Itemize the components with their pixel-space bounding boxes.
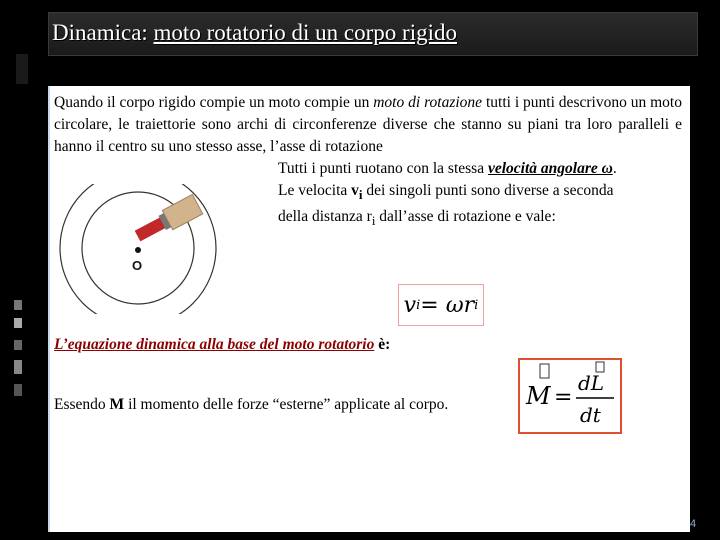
vi-rhs: r — [463, 292, 475, 318]
essendo-after: il momento delle forze “esterne” applicate al corpo. — [124, 396, 449, 413]
slide-title — [52, 20, 457, 46]
right-line-2 — [278, 180, 688, 206]
intro-italic: moto di rotazione — [373, 94, 483, 111]
velocity-formula — [398, 284, 484, 326]
torque-formula — [518, 358, 622, 434]
dynamic-equation-heading — [54, 336, 390, 354]
vi-lhs: v — [403, 292, 417, 318]
slide-content — [48, 86, 690, 532]
rl3-before: della distanza r — [278, 208, 372, 226]
rl1-before: Tutti i punti ruotano con la stessa — [278, 160, 488, 177]
page-number: 4 — [690, 518, 697, 530]
vi-eq: = ω — [420, 292, 464, 318]
title-underlined: moto rotatorio di un corpo rigido — [153, 20, 457, 45]
dyn-eq-suffix: è: — [374, 336, 391, 353]
essendo-before: Essendo — [54, 396, 110, 413]
formula-m-lhs: M — [526, 382, 551, 410]
formula-m-eq: = — [554, 385, 573, 410]
right-line-3 — [278, 206, 688, 232]
rotation-figure — [56, 184, 226, 314]
intro-text-1: Quando il corpo rigido compie un moto compie un — [54, 94, 374, 111]
left-stripe — [14, 340, 22, 350]
rl2-var: v — [351, 182, 359, 199]
moment-description — [54, 396, 448, 414]
intro-paragraph — [54, 92, 682, 158]
vector-marker-M — [540, 364, 549, 378]
formula-m-num: dL — [578, 371, 605, 395]
left-stripe — [14, 384, 22, 396]
rotation-axis-point — [135, 247, 141, 253]
left-stripe — [14, 300, 22, 310]
formula-m-den: dt — [580, 403, 601, 427]
essendo-bold: M — [109, 396, 125, 413]
title-bar — [48, 12, 698, 56]
vi-lhs-sub: i — [416, 297, 421, 313]
dyn-eq-text: L’equazione dinamica alla base del moto rotatorio — [54, 336, 375, 353]
rl2-after: dei singoli punti sono diverse a seconda — [362, 182, 614, 199]
left-stripe — [14, 318, 22, 328]
rl2-before: Le velocita — [278, 182, 352, 199]
left-stripe — [14, 360, 22, 374]
angular-velocity-text — [278, 158, 688, 232]
rl1-after: . — [612, 160, 617, 177]
center-label: O — [132, 258, 143, 273]
rigid-body-icon — [132, 194, 202, 245]
rl1-bold: velocità angolare ω — [487, 160, 613, 177]
intro-text-2: tutti i punti descrivono un moto circolare, le traiettorie sono archi di circonferenze diverse che stanno su piani tra loro paralleli e hanno il centro su uno stesso asse, l’asse di rotazione — [54, 94, 682, 155]
title-prefix: Dinamica: — [52, 20, 154, 45]
right-line-1 — [278, 158, 688, 180]
rl3-sub: i — [371, 213, 376, 229]
rl3-after: dall’asse di rotazione e vale: — [375, 208, 556, 226]
rl2-sub: i — [358, 187, 363, 203]
left-decor-block — [16, 54, 28, 84]
vi-rhs-sub: i — [474, 297, 479, 313]
